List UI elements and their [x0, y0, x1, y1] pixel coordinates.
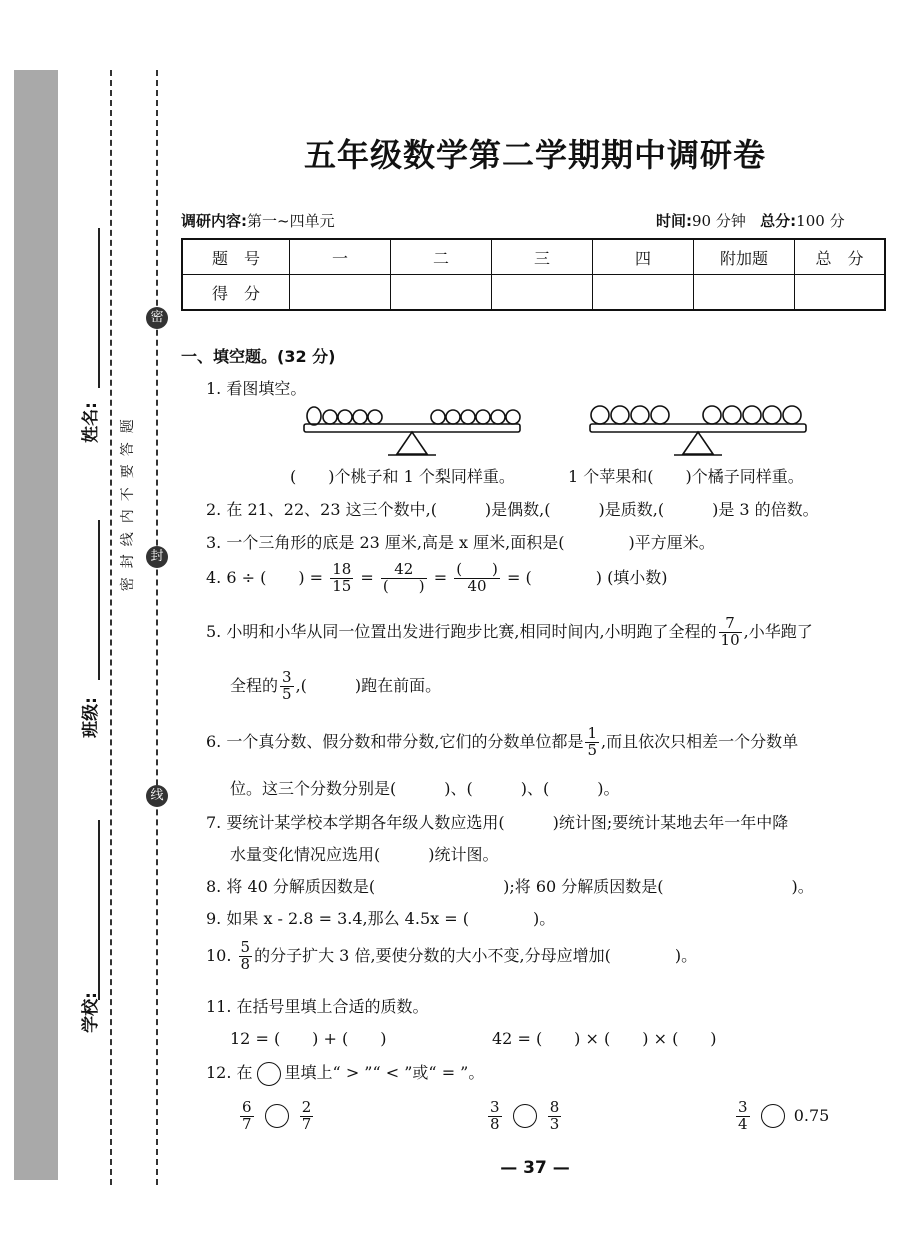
question-1-right-blank[interactable]: 1 个苹果和( )个橘子同样重。: [568, 467, 804, 486]
score-cell[interactable]: [492, 275, 593, 311]
score-table-row: 得 分: [182, 275, 885, 311]
exam-scope: 调研内容:第一~四单元: [181, 212, 335, 230]
question-11-b[interactable]: 42 = ( ) × ( ) × ( ): [492, 1029, 717, 1048]
balance-peach-pear-illustration: [300, 402, 530, 460]
binding-strip: [14, 70, 58, 1180]
compare-circle-blank[interactable]: [761, 1104, 785, 1128]
seal-mark-mi: 密: [146, 307, 168, 329]
compare-circle-blank[interactable]: [265, 1104, 289, 1128]
question-7-line1: 7. 要统计某学校本学期各年级人数应选用( )统计图;要统计某地去年一年中降: [206, 813, 789, 832]
question-4: 4. 6 ÷ ( ) = $\frac{18}{15}$ = $\frac{42}{( )}$ = $\frac{( )}{40}$ = ( ) (填小数): [206, 560, 668, 595]
balance-apple-orange-illustration: [586, 402, 812, 460]
seal-mark-feng: 封: [146, 546, 168, 568]
score-cell[interactable]: [795, 275, 886, 311]
cut-line-inner: [156, 70, 158, 1185]
question-6-line2: 位。这三个分数分别是( )、( )、( )。: [230, 779, 620, 798]
seal-mark-xian: 线: [146, 785, 168, 807]
name-underline: [98, 228, 100, 388]
compare-item-2: $\frac{3}{8}$ $\frac{8}{3}$: [490, 1098, 560, 1133]
question-11-a[interactable]: 12 = ( ) + ( ): [230, 1029, 387, 1048]
page-number: — 37 —: [500, 1158, 570, 1178]
score-table: [181, 238, 886, 311]
class-label: 班级:: [80, 697, 101, 738]
compare-circle-icon: [257, 1062, 281, 1086]
question-12: 12. 在 里填上“ > ”“ < ”或“ = ”。: [206, 1060, 484, 1086]
score-cell[interactable]: [694, 275, 795, 311]
question-3: 3. 一个三角形的底是 23 厘米,高是 x 厘米,面积是( )平方厘米。: [206, 533, 715, 552]
name-label: 姓名:: [80, 402, 101, 443]
score-table-header: 题 号 一 二 三 四 附加题 总 分: [182, 239, 885, 275]
seal-warning: 题 答 要 不 内 线 封 密: [119, 419, 136, 591]
exam-time-score: 时间:90 分钟 总分:100 分: [656, 212, 845, 230]
cut-line-outer: [110, 70, 112, 1185]
school-underline: [98, 820, 100, 1000]
score-cell[interactable]: [391, 275, 492, 311]
question-11: 11. 在括号里填上合适的质数。: [206, 997, 429, 1016]
question-8: 8. 将 40 分解质因数是( );将 60 分解质因数是( )。: [206, 877, 814, 896]
question-5-line1: 5. 小明和小华从同一位置出发进行跑步比赛,相同时间内,小明跑了全程的 $\frac{7}{10}$ ,小华跑了: [206, 614, 813, 649]
question-10: 10. $\frac{5}{8}$ 的分子扩大 3 倍,要使分数的大小不变,分母应增加( )。: [206, 938, 698, 973]
school-label: 学校:: [80, 992, 101, 1033]
question-7-line2: 水量变化情况应选用( )统计图。: [230, 845, 499, 864]
score-cell[interactable]: [290, 275, 391, 311]
compare-item-3: $\frac{3}{4}$ 0.75: [738, 1098, 830, 1133]
question-5-line2: 全程的 $\frac{3}{5}$ ,( )跑在前面。: [230, 668, 442, 703]
section-heading: 一、填空题。(32 分): [181, 347, 336, 366]
compare-circle-blank[interactable]: [513, 1104, 537, 1128]
class-underline: [98, 520, 100, 680]
question-2: 2. 在 21、22、23 这三个数中,( )是偶数,( )是质数,( )是 3 的倍数。: [206, 500, 819, 519]
score-cell[interactable]: [593, 275, 694, 311]
question-1-left-blank[interactable]: ( )个桃子和 1 个梨同样重。: [290, 467, 515, 486]
compare-item-1: $\frac{6}{7}$ $\frac{2}{7}$: [242, 1098, 312, 1133]
question-9: 9. 如果 x - 2.8 = 3.4,那么 4.5x = ( )。: [206, 909, 556, 928]
question-6-line1: 6. 一个真分数、假分数和带分数,它们的分数单位都是 $\frac{1}{5}$ ,而且依次只相差一个分数单: [206, 724, 799, 759]
question-1: 1. 看图填空。: [206, 379, 307, 398]
page-title: 五年级数学第二学期期中调研卷: [303, 136, 766, 174]
